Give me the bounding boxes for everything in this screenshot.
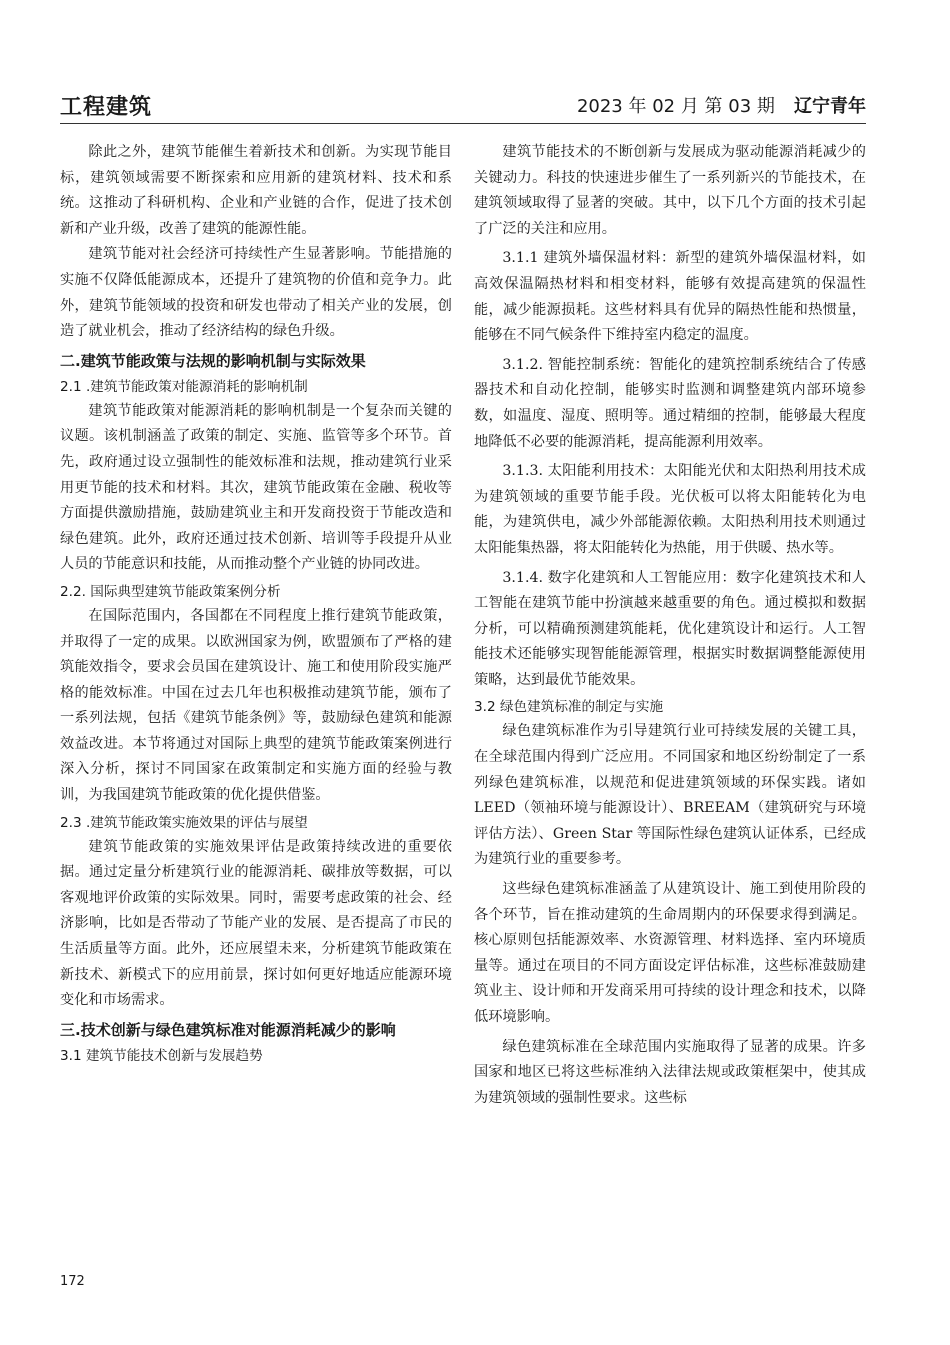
- right-column: [474, 140, 866, 1111]
- subsection-heading: 3.2 绿色建筑标准的制定与实施: [474, 699, 664, 716]
- paragraph: 绿色建筑标准作为引导建筑行业可持续发展的关键工具，在全球范围内得到广泛应用。不同国家和地区纷纷制定了一系列绿色建筑标准，以规范和促进建筑领域的环保实践。诸如LEED（领袖环境与能源设计）、BREEAM（建筑研究与环境评估方法）、Green Star 等国际性绿色建筑认证体系，已经成为建筑行业的重要参考。: [474, 723, 866, 868]
- paragraph: 3.1.1 建筑外墙保温材料：新型的建筑外墙保温材料，如高效保温隔热材料和相变材料，能够有效提高建筑的保温性能，减少能源损耗。这些材料具有优异的隔热性能和热惯量，能够在不同气候条件下维持室内稳定的温度。: [474, 250, 866, 344]
- publication-name: 辽宁青年: [794, 96, 866, 117]
- left-column: [60, 140, 452, 1068]
- issue-date: 2023 年 02 月 第 03 期: [576, 96, 775, 117]
- paragraph: 在国际范围内，各国都在不同程度上推行建筑节能政策，并取得了一定的成果。以欧洲国家为例，欧盟颁布了严格的建筑能效指令，要求会员国在建筑设计、施工和使用阶段实施严格的能效标准。中国在过去几年也积极推动建筑节能，颁布了一系列法规，包括《建筑节能条例》等，鼓励绿色建筑和能源效益改进。本节将通过对国际上典型的建筑节能政策案例进行深入分析，探讨不同国家在政策制定和实施方面的经验与教训，为我国建筑节能政策的优化提供借鉴。: [60, 607, 452, 804]
- paragraph: 除此之外，建筑节能催生着新技术和创新。为实现节能目标，建筑领域需要不断探索和应用新的建筑材料、技术和系统。这推动了科研机构、企业和产业链的合作，促进了技术创新和产业升级，改善了建筑的能源性能。: [60, 144, 452, 237]
- paragraph: 建筑节能政策的实施效果评估是政策持续改进的重要依据。通过定量分析建筑行业的能源消耗、碳排放等数据，可以客观地评价政策的实际效果。同时，需要考虑政策的社会、经济影响，比如是否带动了节能产业的发展、是否提高了市民的生活质量等方面。此外，还应展望未来，分析建筑节能政策在新技术、新模式下的应用前景，探讨如何更好地适应能源环境变化和市场需求。: [60, 838, 452, 1009]
- page-number: 172: [60, 1274, 85, 1289]
- header-rule: [60, 123, 866, 124]
- paragraph: 3.1.3. 太阳能利用技术：太阳能光伏和太阳热利用技术成为建筑领域的重要节能手段。光伏板可以将太阳能转化为电能，为建筑供电，减少外部能源依赖。太阳热利用技术则通过太阳能集热器，将太阳能转化为热能，用于供暖、热水等。: [474, 463, 866, 556]
- paragraph: 3.1.4. 数字化建筑和人工智能应用：数字化建筑技术和人工智能在建筑节能中扮演越来越重要的角色。通过模拟和数据分析，可以精确预测建筑能耗，优化建筑设计和运行。人工智能技术还能够实现智能能源管理，根据实时数据调整能源使用策略，达到最优节能效果。: [474, 569, 866, 688]
- section-heading: 二.建筑节能政策与法规的影响机制与实际效果: [60, 351, 366, 370]
- journal-section-title: 工程建筑: [60, 95, 153, 120]
- header-right: [577, 92, 866, 118]
- paragraph: 3.1.2. 智能控制系统：智能化的建筑控制系统结合了传感器技术和自动化控制，能够实时监测和调整建筑内部环境参数，如温度、湿度、照明等。通过精细的控制，能够最大程度地降低不必要的能源消耗，提高能源利用效率。: [474, 356, 866, 450]
- paragraph: 建筑节能技术的不断创新与发展成为驱动能源消耗减少的关键动力。科技的快速进步催生了一系列新兴的节能技术，在建筑领域取得了显著的突破。其中，以下几个方面的技术引起了广泛的关注和应用。: [474, 144, 866, 237]
- paragraph: 建筑节能政策对能源消耗的影响机制是一个复杂而关键的议题。该机制涵盖了政策的制定、实施、监管等多个环节。首先，政府通过设立强制性的能效标准和法规，推动建筑行业采用更节能的技术和材料。其次，建筑节能政策在金融、税收等方面提供激励措施，鼓励建筑业主和开发商投资于节能改造和绿色建筑。此外，政府还通过技术创新、培训等手段提升从业人员的节能意识和技能，从而推动整个产业链的协同改进。: [60, 402, 452, 573]
- section-heading: 三.技术创新与绿色建筑标准对能源消耗减少的影响: [60, 1020, 396, 1039]
- subsection-heading: 2.3 .建筑节能政策实施效果的评估与展望: [60, 814, 308, 831]
- subsection-heading: 2.2. 国际典型建筑节能政策案例分析: [60, 583, 281, 600]
- subsection-heading: 3.1 建筑节能技术创新与发展趋势: [60, 1047, 263, 1064]
- paragraph: 这些绿色建筑标准涵盖了从建筑设计、施工到使用阶段的各个环节，旨在推动建筑的生命周期内的环保要求得到满足。核心原则包括能源效率、水资源管理、材料选择、室内环境质量等。通过在项目的不同方面设定评估标准，这些标准鼓励建筑业主、设计师和开发商采用可持续的设计理念和技术，以降低环境影响。: [474, 881, 866, 1025]
- subsection-heading: 2.1 .建筑节能政策对能源消耗的影响机制: [60, 378, 308, 395]
- paragraph: 绿色建筑标准在全球范围内实施取得了显著的成果。许多国家和地区已将这些标准纳入法律法规或政策框架中，使其成为建筑领域的强制性要求。这些标: [474, 1038, 866, 1106]
- paragraph: 建筑节能对社会经济可持续性产生显著影响。节能措施的实施不仅降低能源成本，还提升了建筑物的价值和竞争力。此外，建筑节能领域的投资和研发也带动了相关产业的发展，创造了就业机会，推动了经济结构的绿色升级。: [60, 246, 452, 340]
